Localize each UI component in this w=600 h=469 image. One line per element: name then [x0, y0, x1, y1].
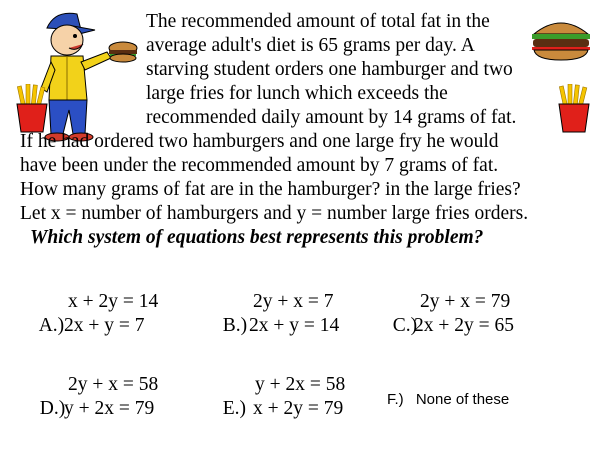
fries-icon	[14, 84, 50, 134]
choice-equation: 2x + y = 14	[249, 315, 340, 336]
body-line: Let x = number of hamburgers and y = number large fries orders.	[20, 203, 529, 224]
choice-equation: x + 2y = 14	[68, 291, 159, 312]
choice-equation: 2y + x = 58	[68, 374, 159, 395]
choice-equation: 2y + x = 79	[420, 291, 511, 312]
body-line: have been under the recommended amount by 7 grams of fat.	[20, 155, 499, 176]
body-line: If he had ordered two hamburgers and one large fry he would	[20, 131, 499, 152]
choice-text: None of these	[415, 391, 510, 408]
question-prompt: Which system of equations best represents this problem?	[30, 227, 484, 248]
choice-c[interactable]	[383, 290, 514, 386]
choice-label: C.)	[392, 315, 418, 336]
choice-label: A.)	[38, 315, 65, 336]
intro-line: average adult's diet is 65 grams per day. A	[146, 35, 475, 56]
choice-equation: y + 2x = 58	[255, 374, 346, 395]
choice-equation: 2x + y = 7	[64, 315, 145, 336]
fries-icon	[556, 84, 592, 134]
intro-line: large fries for lunch which exceeds the	[146, 83, 448, 104]
intro-line: recommended daily amount by 14 grams of fat.	[146, 107, 517, 128]
choice-label: B.)	[222, 315, 248, 336]
choice-d[interactable]	[30, 373, 159, 469]
choice-equation: 2y + x = 7	[253, 291, 334, 312]
hamburger-icon	[528, 12, 594, 62]
choice-e[interactable]	[213, 373, 346, 469]
choice-equation: 2x + 2y = 65	[414, 315, 514, 336]
choice-equation: x + 2y = 79	[253, 398, 344, 419]
intro-line: The recommended amount of total fat in the	[146, 11, 490, 32]
choice-f[interactable]	[387, 391, 509, 408]
choice-label: F.)	[387, 391, 404, 408]
choice-equation: y + 2x = 79	[64, 398, 155, 419]
choice-label: D.)	[39, 398, 66, 419]
body-line: How many grams of fat are in the hamburger? in the large fries?	[20, 179, 521, 200]
choice-label: E.)	[222, 398, 247, 419]
intro-line: starving student orders one hamburger and two	[146, 59, 513, 80]
